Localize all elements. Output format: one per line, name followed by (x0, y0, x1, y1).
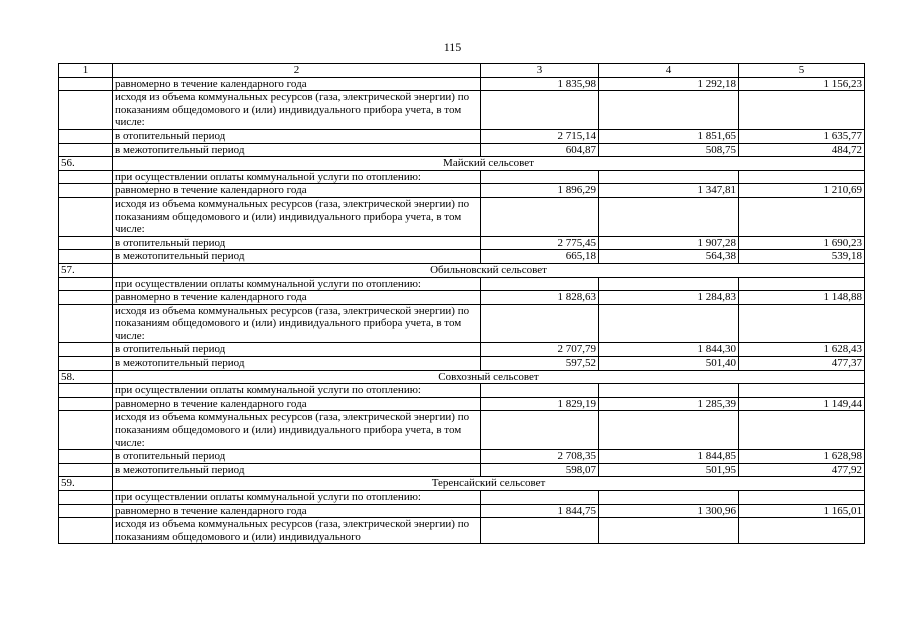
value-col-5-cell (739, 411, 865, 450)
value-col-5-cell: 539,18 (739, 250, 865, 264)
description-cell: в отопительный период (113, 129, 481, 143)
table-row (59, 384, 865, 398)
table-row (59, 343, 865, 357)
header-cell-3: 3 (481, 64, 599, 78)
row-number-cell (59, 250, 113, 264)
description-cell: исходя из объема коммунальных ресурсов (газа, электрической энергии) по показаниям общедомового и (или) индивидуального прибора учета, в том числе: (113, 411, 481, 450)
table-row (59, 277, 865, 291)
description-cell: при осуществлении оплаты коммунальной услуги по отоплению: (113, 277, 481, 291)
description-cell: равномерно в течение календарного года (113, 397, 481, 411)
table-row (59, 291, 865, 305)
description-cell: равномерно в течение календарного года (113, 504, 481, 518)
row-number-cell (59, 397, 113, 411)
value-col-5-cell: 484,72 (739, 143, 865, 157)
section-row (59, 157, 865, 171)
section-row (59, 477, 865, 491)
value-col-5-cell: 1 690,23 (739, 236, 865, 250)
table-row (59, 129, 865, 143)
value-col-5-cell (739, 197, 865, 236)
description-cell: равномерно в течение календарного года (113, 184, 481, 198)
section-title: Майский сельсовет (113, 157, 865, 171)
value-col-5-cell: 1 165,01 (739, 504, 865, 518)
section-title: Обильновский сельсовет (113, 263, 865, 277)
value-col-3-cell (481, 304, 599, 343)
value-col-4-cell: 1 851,65 (599, 129, 739, 143)
value-col-5-cell: 477,92 (739, 463, 865, 477)
description-cell: в межотопительный период (113, 357, 481, 371)
value-col-3-cell (481, 491, 599, 505)
row-number-cell (59, 197, 113, 236)
description-cell: в отопительный период (113, 343, 481, 357)
row-number-cell (59, 170, 113, 184)
description-cell: равномерно в течение календарного года (113, 291, 481, 305)
description-cell: в отопительный период (113, 236, 481, 250)
row-number-cell (59, 277, 113, 291)
header-cell-2: 2 (113, 64, 481, 78)
value-col-4-cell: 1 300,96 (599, 504, 739, 518)
value-col-3-cell (481, 91, 599, 130)
section-number: 57. (59, 263, 113, 277)
value-col-5-cell: 477,37 (739, 357, 865, 371)
header-cell-1: 1 (59, 64, 113, 78)
tariff-table (58, 63, 865, 544)
description-cell: в межотопительный период (113, 250, 481, 264)
description-cell: исходя из объема коммунальных ресурсов (газа, электрической энергии) по показаниям общедомового и (или) индивидуального прибора учета, в том числе: (113, 304, 481, 343)
table-row (59, 411, 865, 450)
table-row (59, 250, 865, 264)
table-row (59, 518, 865, 544)
value-col-5-cell (739, 304, 865, 343)
value-col-3-cell: 1 835,98 (481, 77, 599, 91)
table-body (59, 64, 865, 544)
table-row (59, 357, 865, 371)
header-cell-5: 5 (739, 64, 865, 78)
description-cell: в межотопительный период (113, 463, 481, 477)
table-row (59, 184, 865, 198)
row-number-cell (59, 384, 113, 398)
value-col-4-cell: 564,38 (599, 250, 739, 264)
table-row (59, 504, 865, 518)
value-col-4-cell (599, 518, 739, 544)
value-col-4-cell: 501,40 (599, 357, 739, 371)
value-col-3-cell: 2 715,14 (481, 129, 599, 143)
value-col-3-cell (481, 277, 599, 291)
row-number-cell (59, 143, 113, 157)
value-col-5-cell (739, 277, 865, 291)
table-row (59, 491, 865, 505)
table-row (59, 463, 865, 477)
row-number-cell (59, 236, 113, 250)
value-col-5-cell (739, 384, 865, 398)
value-col-4-cell (599, 91, 739, 130)
table-row (59, 197, 865, 236)
value-col-4-cell (599, 197, 739, 236)
value-col-5-cell (739, 91, 865, 130)
value-col-5-cell (739, 491, 865, 505)
value-col-4-cell (599, 411, 739, 450)
table-row (59, 143, 865, 157)
value-col-4-cell: 1 844,30 (599, 343, 739, 357)
value-col-4-cell: 508,75 (599, 143, 739, 157)
row-number-cell (59, 291, 113, 305)
value-col-5-cell: 1 149,44 (739, 397, 865, 411)
value-col-4-cell (599, 304, 739, 343)
value-col-3-cell (481, 170, 599, 184)
section-number: 56. (59, 157, 113, 171)
page-number: 115 (443, 40, 462, 54)
table-row (59, 236, 865, 250)
table-row (59, 170, 865, 184)
row-number-cell (59, 129, 113, 143)
description-cell: в отопительный период (113, 450, 481, 464)
description-cell: при осуществлении оплаты коммунальной услуги по отоплению: (113, 170, 481, 184)
value-col-5-cell (739, 518, 865, 544)
row-number-cell (59, 463, 113, 477)
value-col-4-cell: 1 292,18 (599, 77, 739, 91)
value-col-5-cell: 1 628,43 (739, 343, 865, 357)
row-number-cell (59, 518, 113, 544)
section-row (59, 263, 865, 277)
description-cell: при осуществлении оплаты коммунальной услуги по отоплению: (113, 384, 481, 398)
row-number-cell (59, 343, 113, 357)
value-col-5-cell: 1 210,69 (739, 184, 865, 198)
value-col-3-cell (481, 197, 599, 236)
value-col-4-cell (599, 277, 739, 291)
section-title: Совхозный сельсовет (113, 370, 865, 384)
value-col-3-cell: 597,52 (481, 357, 599, 371)
header-row (59, 64, 865, 78)
table-row (59, 450, 865, 464)
row-number-cell (59, 450, 113, 464)
value-col-4-cell: 1 284,83 (599, 291, 739, 305)
value-col-5-cell: 1 628,98 (739, 450, 865, 464)
value-col-4-cell: 501,95 (599, 463, 739, 477)
value-col-4-cell: 1 844,85 (599, 450, 739, 464)
value-col-5-cell: 1 148,88 (739, 291, 865, 305)
value-col-3-cell: 2 775,45 (481, 236, 599, 250)
description-cell: исходя из объема коммунальных ресурсов (газа, электрической энергии) по показаниям общедомового и (или) индивидуального прибора учета, в том числе: (113, 197, 481, 236)
section-title: Теренсайский сельсовет (113, 477, 865, 491)
value-col-3-cell (481, 411, 599, 450)
row-number-cell (59, 304, 113, 343)
value-col-4-cell (599, 491, 739, 505)
value-col-3-cell (481, 384, 599, 398)
value-col-4-cell: 1 907,28 (599, 236, 739, 250)
row-number-cell (59, 504, 113, 518)
value-col-5-cell: 1 635,77 (739, 129, 865, 143)
row-number-cell (59, 491, 113, 505)
table-row (59, 77, 865, 91)
value-col-3-cell: 1 829,19 (481, 397, 599, 411)
table-row (59, 304, 865, 343)
row-number-cell (59, 91, 113, 130)
value-col-4-cell: 1 285,39 (599, 397, 739, 411)
value-col-3-cell: 598,07 (481, 463, 599, 477)
row-number-cell (59, 77, 113, 91)
description-cell: в межотопительный период (113, 143, 481, 157)
description-cell: исходя из объема коммунальных ресурсов (газа, электрической энергии) по показаниям общедомового и (или) индивидуального прибора учета, в том числе: (113, 91, 481, 130)
description-cell: при осуществлении оплаты коммунальной услуги по отоплению: (113, 491, 481, 505)
value-col-3-cell: 665,18 (481, 250, 599, 264)
table-row (59, 91, 865, 130)
value-col-3-cell: 604,87 (481, 143, 599, 157)
value-col-4-cell (599, 384, 739, 398)
value-col-3-cell (481, 518, 599, 544)
row-number-cell (59, 184, 113, 198)
header-cell-4: 4 (599, 64, 739, 78)
table-row (59, 397, 865, 411)
value-col-4-cell (599, 170, 739, 184)
section-number: 58. (59, 370, 113, 384)
value-col-3-cell: 2 707,79 (481, 343, 599, 357)
row-number-cell (59, 411, 113, 450)
value-col-5-cell (739, 170, 865, 184)
value-col-3-cell: 1 844,75 (481, 504, 599, 518)
value-col-3-cell: 2 708,35 (481, 450, 599, 464)
value-col-3-cell: 1 828,63 (481, 291, 599, 305)
value-col-5-cell: 1 156,23 (739, 77, 865, 91)
value-col-3-cell: 1 896,29 (481, 184, 599, 198)
section-row (59, 370, 865, 384)
description-cell: исходя из объема коммунальных ресурсов (газа, электрической энергии) по показаниям общедомового и (или) индивидуального (113, 518, 481, 544)
value-col-4-cell: 1 347,81 (599, 184, 739, 198)
section-number: 59. (59, 477, 113, 491)
row-number-cell (59, 357, 113, 371)
description-cell: равномерно в течение календарного года (113, 77, 481, 91)
